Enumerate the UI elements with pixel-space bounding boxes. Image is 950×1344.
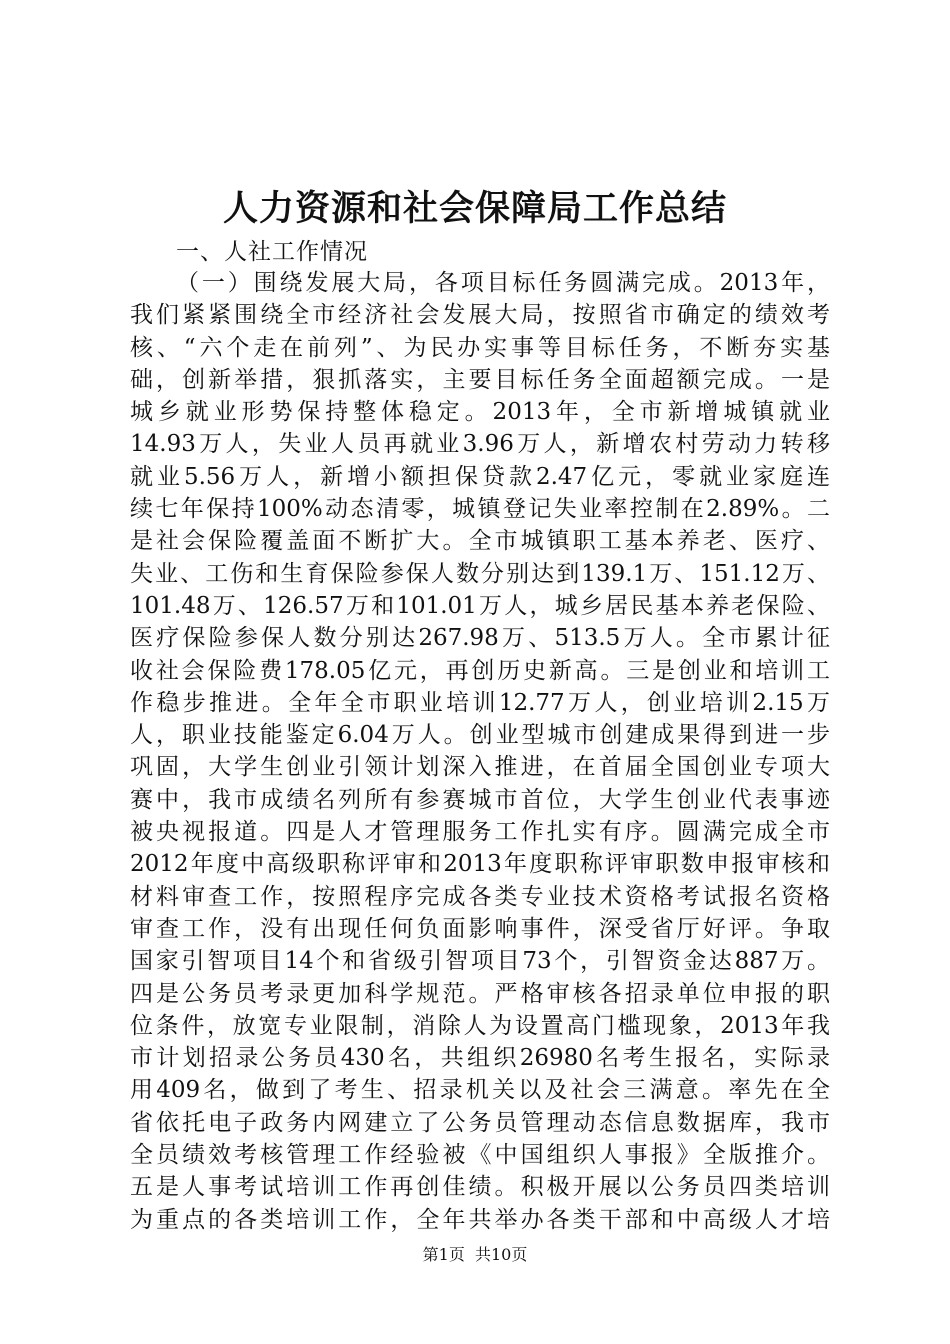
paragraph-line: 医疗保险参保人数分别达267.98万、513.5万人。全市累计征 — [130, 625, 830, 652]
paragraph-line: 巩固，大学生创业引领计划深入推进，在首届全国创业专项大 — [130, 754, 830, 781]
paragraph-line: 五是人事考试培训工作再创佳绩。积极开展以公务员四类培训 — [130, 1174, 830, 1201]
paragraph-line: 审查工作，没有出现任何负面影响事件，深受省厅好评。争取 — [130, 915, 830, 942]
paragraph-line: 赛中，我市成绩名列所有参赛城市首位，大学生创业代表事迹 — [130, 786, 830, 813]
paragraph-line: 国家引智项目14个和省级引智项目73个，引智资金达887万。 — [130, 948, 830, 975]
page-footer: 第1页 共10页 — [422, 1245, 528, 1264]
paragraph-line: 人，职业技能鉴定6.04万人。创业型城市创建成果得到进一步 — [130, 722, 830, 749]
paragraph-line: 2012年度中高级职称评审和2013年度职称评审职数申报审核和 — [130, 851, 830, 878]
paragraph-line: 续七年保持100%动态清零，城镇登记失业率控制在2.89%。二 — [130, 496, 830, 523]
paragraph-line: 核、“六个走在前列”、为民办实事等目标任务，不断夯实基 — [130, 334, 830, 361]
paragraph-line: 14.93万人，失业人员再就业3.96万人，新增农村劳动力转移 — [130, 431, 830, 458]
paragraph-line: 作稳步推进。全年全市职业培训12.77万人，创业培训2.15万 — [130, 689, 830, 716]
paragraph-line: 全员绩效考核管理工作经验被《中国组织人事报》全版推介。 — [130, 1142, 830, 1169]
paragraph-line: 用409名，做到了考生、招录机关以及社会三满意。率先在全 — [130, 1077, 830, 1104]
paragraph-line: 101.48万、126.57万和101.01万人，城乡居民基本养老保险、 — [130, 592, 830, 619]
section-heading: 一、人社工作情况 — [176, 239, 368, 265]
paragraph-line: 为重点的各类培训工作，全年共举办各类干部和中高级人才培 — [130, 1206, 830, 1233]
paragraph-line: 省依托电子政务内网建立了公务员管理动态信息数据库，我市 — [130, 1109, 830, 1136]
paragraph-line: 四是公务员考录更加科学规范。严格审核各招录单位申报的职 — [130, 980, 830, 1007]
paragraph-line: 是社会保险覆盖面不断扩大。全市城镇职工基本养老、医疗、 — [130, 528, 830, 555]
paragraph-line: 位条件，放宽专业限制，消除人为设置高门槛现象，2013年我 — [130, 1012, 830, 1039]
body-paragraph — [130, 267, 830, 1236]
paragraph-line: 市计划招录公务员430名，共组织26980名考生报名，实际录 — [130, 1045, 830, 1072]
paragraph-line: 我们紧紧围绕全市经济社会发展大局，按照省市确定的绩效考 — [130, 302, 830, 329]
document-title: 人力资源和社会保障局工作总结 — [222, 188, 727, 229]
paragraph-line: 础，创新举措，狠抓落实，主要目标任务全面超额完成。一是 — [130, 366, 830, 393]
paragraph-line: 就业5.56万人，新增小额担保贷款2.47亿元，零就业家庭连 — [130, 463, 830, 490]
paragraph-line: 城乡就业形势保持整体稳定。2013年，全市新增城镇就业 — [130, 399, 830, 426]
paragraph-line: 失业、工伤和生育保险参保人数分别达到139.1万、151.12万、 — [130, 560, 830, 587]
paragraph-line: 被央视报道。四是人才管理服务工作扎实有序。圆满完成全市 — [130, 819, 830, 846]
paragraph-line: 材料审查工作，按照程序完成各类专业技术资格考试报名资格 — [130, 883, 830, 910]
paragraph-line: （一）围绕发展大局，各项目标任务圆满完成。2013年， — [176, 270, 830, 296]
paragraph-line: 收社会保险费178.05亿元，再创历史新高。三是创业和培训工 — [130, 657, 830, 684]
